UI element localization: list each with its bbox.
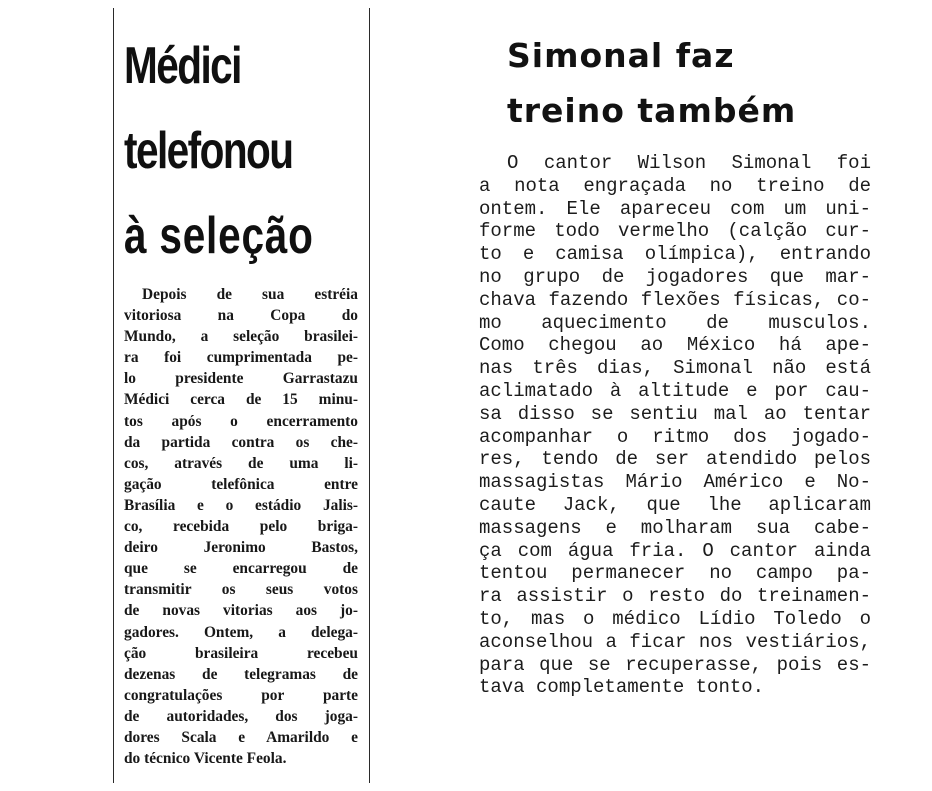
- body-line: Médici cerca de 15 minu-: [124, 391, 358, 409]
- headline-line: telefonou: [124, 122, 293, 180]
- body-line: ontem. Ele apareceu com um uni-: [479, 197, 871, 220]
- body-line: de novas vitorias aos jo-: [124, 602, 358, 620]
- article-medici-clipping: [118, 12, 366, 784]
- body-line: da partida contra os che-: [124, 433, 358, 451]
- body-line: congratulações por parte: [124, 686, 358, 704]
- article-body-medici: [124, 284, 358, 769]
- body-line: tos após o encerramento: [124, 412, 358, 430]
- body-line: co, recebida pelo briga-: [124, 518, 358, 536]
- body-line: sa disso se sentiu mal ao tentar: [479, 402, 871, 425]
- body-line: deiro Jeronimo Bastos,: [124, 539, 358, 557]
- body-line: ça com água fria. O cantor ainda: [479, 539, 871, 562]
- body-line: chava fazendo flexões físicas, co-: [479, 288, 871, 311]
- body-line: aclimatado à altitude e por cau-: [479, 379, 871, 402]
- headline-simonal: [507, 28, 867, 138]
- body-line: nas três dias, Simonal não está: [479, 357, 871, 380]
- column-rule-left: [113, 8, 114, 783]
- body-line: no grupo de jogadores que mar-: [479, 265, 871, 288]
- body-line: de autoridades, dos joga-: [124, 707, 358, 725]
- body-line: Brasília e o estádio Jalis-: [124, 496, 358, 514]
- article-simonal-clipping: [465, 14, 886, 786]
- headline-line: treino também: [507, 91, 797, 130]
- body-line: ra assistir o resto do treinamen-: [479, 585, 871, 608]
- body-line: tava completamente tonto.: [479, 676, 765, 699]
- body-line: caute Jack, que lhe aplicaram: [479, 493, 871, 516]
- body-line: dores Scala e Amarildo e: [124, 728, 358, 746]
- body-line: lo presidente Garrastazu: [124, 370, 358, 388]
- body-line: mo aquecimento de musculos.: [479, 311, 871, 334]
- body-line: massagistas Mário Américo e No-: [479, 471, 871, 494]
- body-line: vitoriosa na Copa do: [124, 307, 358, 325]
- body-line: dezenas de telegramas de: [124, 665, 358, 683]
- headline-medici: [124, 24, 314, 279]
- body-line: Mundo, a seleção brasilei-: [124, 328, 358, 346]
- body-line: O cantor Wilson Simonal foi: [507, 152, 871, 174]
- body-line: massagens e molharam sua cabe-: [479, 516, 871, 539]
- body-line: forme todo vermelho (calção cur-: [479, 220, 871, 243]
- body-line: gação telefônica entre: [124, 475, 358, 493]
- body-line: Como chegou ao México há ape-: [479, 334, 871, 357]
- column-rule-middle: [369, 8, 370, 783]
- body-line: ra foi cumprimentada pe-: [124, 349, 358, 367]
- body-line: gadores. Ontem, a delega-: [124, 623, 358, 641]
- body-line: tentou permanecer no campo pa-: [479, 562, 871, 585]
- body-line: to, mas o médico Lídio Toledo o: [479, 607, 871, 630]
- body-line: to e camisa olímpica), entrando: [479, 243, 871, 266]
- body-line: aconselhou a ficar nos vestiários,: [479, 630, 871, 653]
- body-line: do técnico Vicente Feola.: [124, 750, 287, 768]
- body-line: para que se recuperasse, pois es-: [479, 653, 871, 676]
- headline-line: à seleção: [124, 207, 314, 265]
- headline-line: Médici: [124, 37, 241, 95]
- body-line: transmitir os seus votos: [124, 581, 358, 599]
- body-line: Depois de sua estréia: [142, 286, 358, 303]
- body-line: cos, através de uma li-: [124, 454, 358, 472]
- headline-line: Simonal faz: [507, 36, 735, 75]
- body-line: que se encarregou de: [124, 560, 358, 578]
- body-line: ção brasileira recebeu: [124, 644, 358, 662]
- body-line: acompanhar o ritmo dos jogado-: [479, 425, 871, 448]
- body-line: res, tendo de ser atendido pelos: [479, 448, 871, 471]
- article-body-simonal: [479, 152, 871, 699]
- body-line: a nota engraçada no treino de: [479, 174, 871, 197]
